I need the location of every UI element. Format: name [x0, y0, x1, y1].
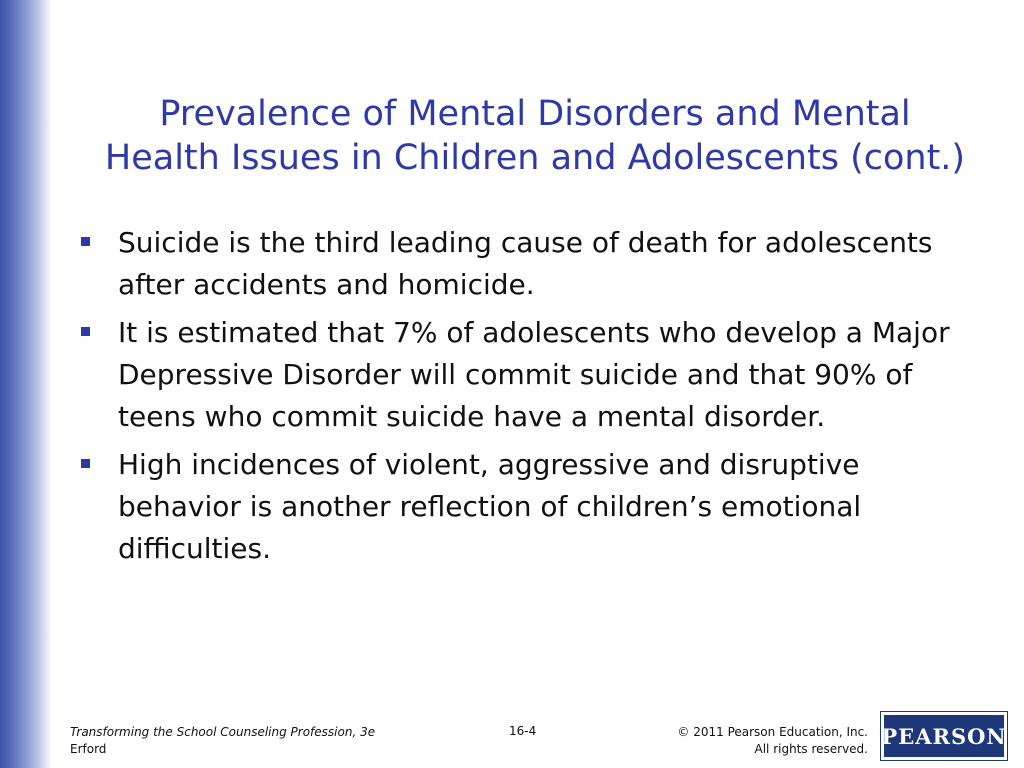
footer-author: Erford: [70, 742, 107, 756]
slide-title-line-2: Health Issues in Children and Adolescents (cont.): [104, 138, 966, 178]
square-bullet-icon: [81, 237, 90, 246]
footer-book-info: [70, 724, 375, 758]
bullet-item: [78, 222, 978, 306]
slide-title: [70, 92, 1000, 180]
square-bullet-icon: [81, 459, 90, 468]
bullet-text: High incidences of violent, aggressive and disruptive behavior is another reflection of children’s emotional difficulties.: [118, 448, 862, 565]
bullet-item: [78, 312, 978, 438]
pearson-logo: [881, 712, 1007, 760]
footer-book-title: Transforming the School Counseling Profession, 3e: [70, 725, 376, 739]
bullet-text: Suicide is the third leading cause of death for adolescents after accidents and homicide.: [118, 226, 933, 301]
bullet-item: [78, 444, 978, 570]
copyright-line-2: All rights reserved.: [754, 742, 868, 756]
pearson-logo-text: PEARSON: [881, 723, 1007, 749]
bullet-text: It is estimated that 7% of adolescents who develop a Major Depressive Disorder will commit suicide and that 90% of teens who commit suicide have a mental disorder.: [118, 316, 950, 433]
slide-number: 16-4: [509, 724, 537, 738]
left-gradient-band: [0, 0, 52, 768]
copyright-line-1: © 2011 Pearson Education, Inc.: [677, 725, 868, 739]
slide-title-line-1: Prevalence of Mental Disorders and Mental: [159, 94, 911, 134]
bullet-list: [78, 222, 978, 576]
footer-copyright: [600, 724, 868, 758]
square-bullet-icon: [81, 327, 90, 336]
